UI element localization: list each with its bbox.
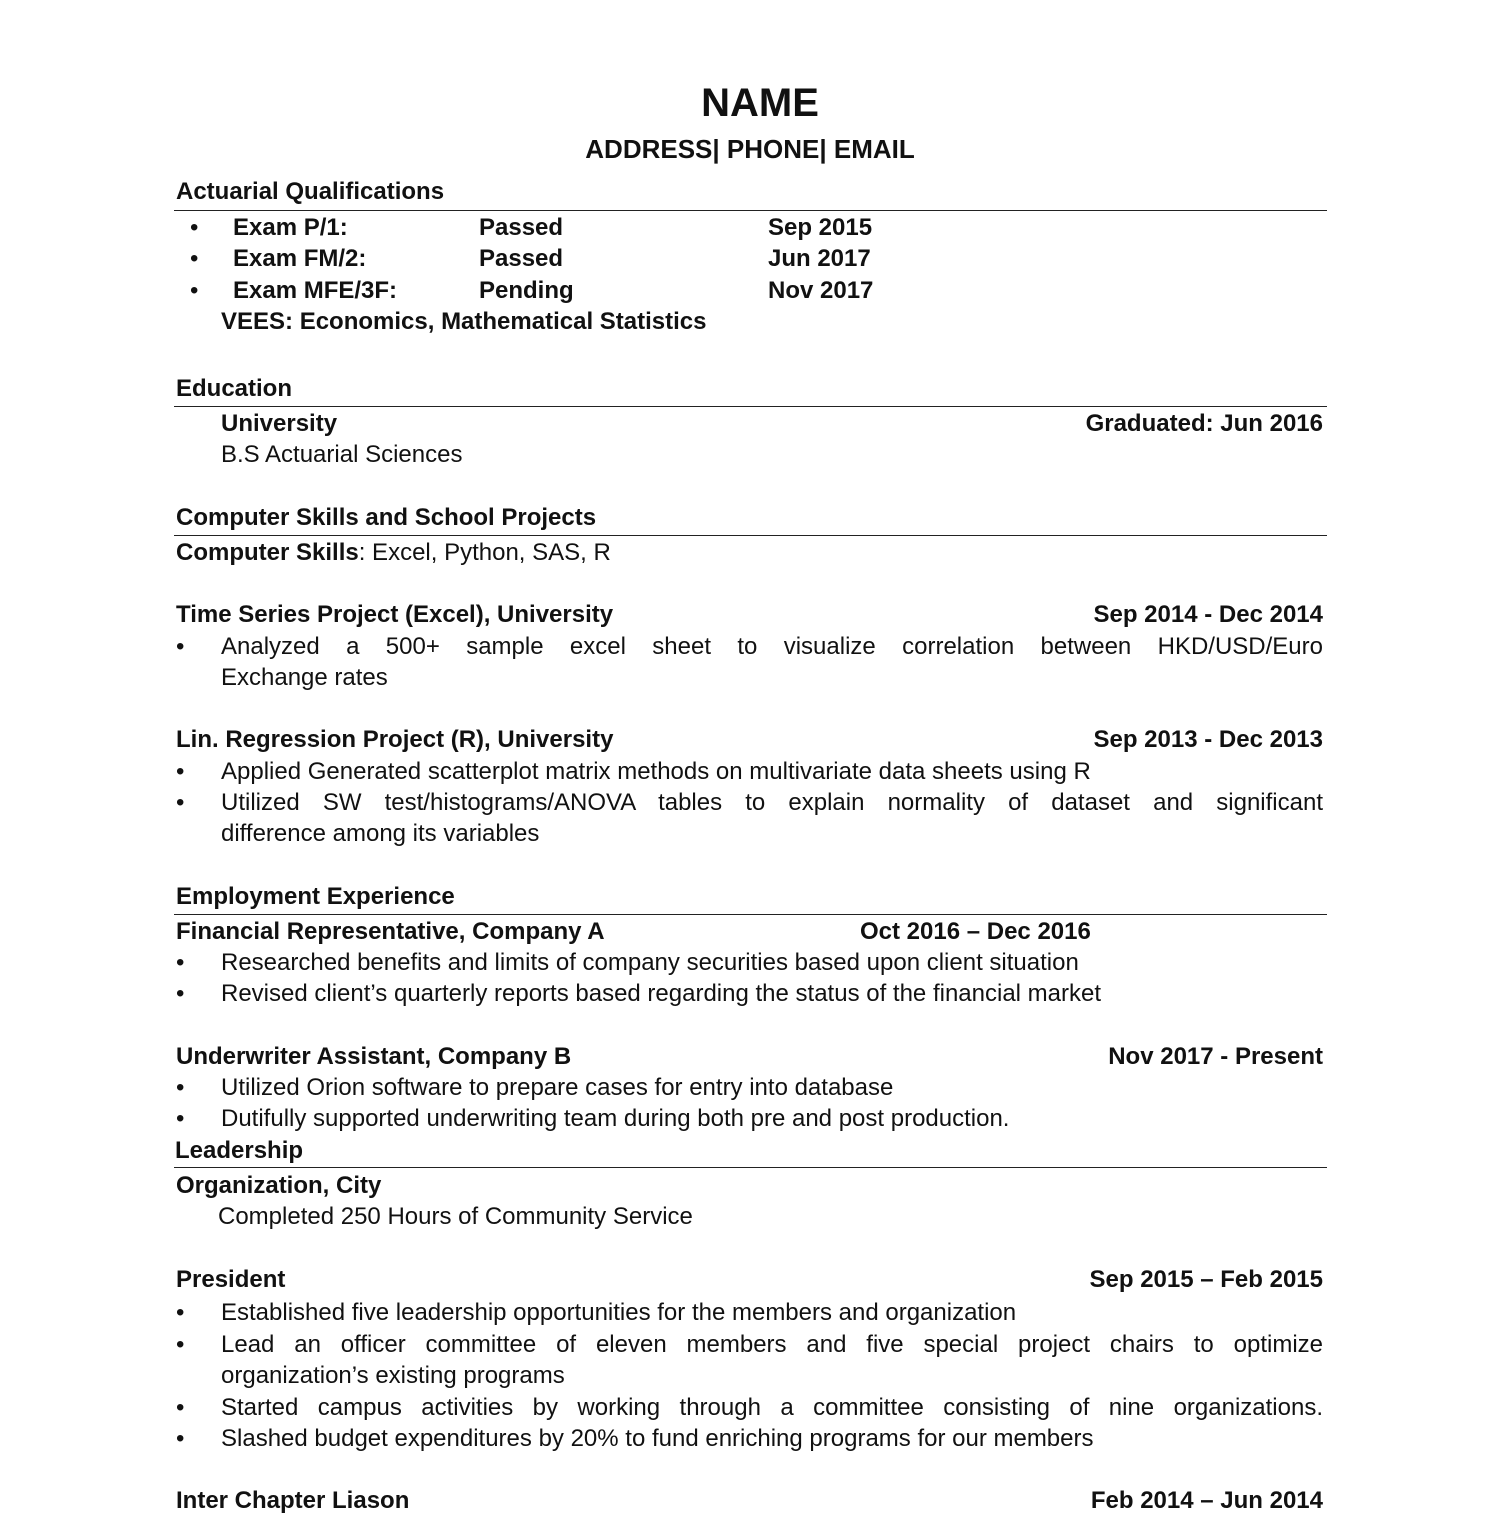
job-title: Financial Representative, Company A xyxy=(176,918,605,945)
computer-skills xyxy=(176,538,611,568)
divider xyxy=(174,210,1327,211)
bullet-icon: • xyxy=(176,1074,185,1101)
exam-name: Exam P/1: xyxy=(233,214,348,241)
bullet-icon: • xyxy=(176,758,185,785)
bullet-icon: • xyxy=(176,1331,185,1358)
job-bullet: Revised client’s quarterly reports based regarding the status of the financial market xyxy=(221,980,1102,1007)
section-title-leadership: Leadership xyxy=(175,1137,304,1164)
divider xyxy=(174,1167,1327,1168)
bullet-icon: • xyxy=(190,245,199,272)
project-bullet-continued: difference among its variables xyxy=(221,820,540,847)
exam-status: Passed xyxy=(479,245,564,272)
role-date: Sep 2015 – Feb 2015 xyxy=(1089,1266,1323,1293)
graduation-date: Graduated: Jun 2016 xyxy=(1085,410,1323,437)
role-title: Inter Chapter Liason xyxy=(176,1487,410,1514)
bullet-icon: • xyxy=(176,633,185,660)
job-date: Oct 2016 – Dec 2016 xyxy=(860,918,1091,945)
exam-status: Pending xyxy=(479,277,574,304)
role-bullet: Established five leadership opportunities for the members and organization xyxy=(221,1299,1017,1326)
role-title: President xyxy=(176,1266,286,1293)
project-title: Lin. Regression Project (R), University xyxy=(176,726,614,753)
job-bullet: Utilized Orion software to prepare cases for entry into database xyxy=(221,1074,894,1101)
bullet-icon: • xyxy=(176,980,185,1007)
job-date: Nov 2017 - Present xyxy=(1108,1043,1323,1070)
skills-value: : Excel, Python, SAS, R xyxy=(358,539,611,566)
exam-date: Sep 2015 xyxy=(768,214,873,241)
bullet-icon: • xyxy=(176,1105,185,1132)
exam-date: Nov 2017 xyxy=(768,277,874,304)
exam-name: Exam FM/2: xyxy=(233,245,367,272)
role-bullet: Slashed budget expenditures by 20% to fund enriching programs for our members xyxy=(221,1425,1094,1452)
project-bullet: Utilized SW test/histograms/ANOVA tables to explain normality of dataset and significant xyxy=(221,789,1323,816)
role-bullet: Lead an officer committee of eleven members and five special project chairs to optimize xyxy=(221,1331,1323,1358)
project-bullet-continued: Exchange rates xyxy=(221,664,388,691)
divider xyxy=(174,406,1327,407)
bullet-icon: • xyxy=(176,1394,185,1421)
exam-status: Passed xyxy=(479,214,564,241)
bullet-icon: • xyxy=(176,1425,185,1452)
section-title-actuarial: Actuarial Qualifications xyxy=(176,178,445,205)
exam-date: Jun 2017 xyxy=(768,245,871,272)
project-bullet: Applied Generated scatterplot matrix methods on multivariate data sheets using R xyxy=(221,758,1091,785)
job-bullet: Dutifully supported underwriting team during both pre and post production. xyxy=(221,1105,1010,1132)
section-title-employment: Employment Experience xyxy=(176,883,455,910)
role-bullet: Started campus activities by working through a committee consisting of nine organizations. xyxy=(221,1394,1323,1421)
divider xyxy=(174,535,1327,536)
skills-label: Computer Skills xyxy=(176,539,359,566)
project-date: Sep 2014 - Dec 2014 xyxy=(1093,601,1323,628)
role-date: Feb 2014 – Jun 2014 xyxy=(1090,1487,1323,1514)
job-bullet: Researched benefits and limits of company securities based upon client situation xyxy=(221,949,1079,976)
bullet-icon: • xyxy=(176,789,185,816)
exam-name: Exam MFE/3F: xyxy=(233,277,398,304)
vees-line: VEES: Economics, Mathematical Statistics xyxy=(221,308,707,335)
community-service: Completed 250 Hours of Community Service xyxy=(218,1203,693,1230)
bullet-icon: • xyxy=(190,277,199,304)
project-title: Time Series Project (Excel), University xyxy=(176,601,614,628)
project-date: Sep 2013 - Dec 2013 xyxy=(1093,726,1323,753)
contact-line: ADDRESS| PHONE| EMAIL xyxy=(585,134,915,164)
name-heading: NAME xyxy=(701,81,819,125)
role-bullet-continued: organization’s existing programs xyxy=(221,1362,565,1389)
section-title-education: Education xyxy=(176,375,293,402)
bullet-icon: • xyxy=(176,949,185,976)
section-title-computer: Computer Skills and School Projects xyxy=(176,504,597,531)
bullet-icon: • xyxy=(176,1299,185,1326)
school-name: University xyxy=(221,410,338,437)
degree: B.S Actuarial Sciences xyxy=(221,441,463,468)
bullet-icon: • xyxy=(190,214,199,241)
organization: Organization, City xyxy=(176,1172,382,1199)
job-title: Underwriter Assistant, Company B xyxy=(176,1043,572,1070)
project-bullet: Analyzed a 500+ sample excel sheet to visualize correlation between HKD/USD/Euro xyxy=(221,633,1323,660)
divider xyxy=(174,914,1327,915)
